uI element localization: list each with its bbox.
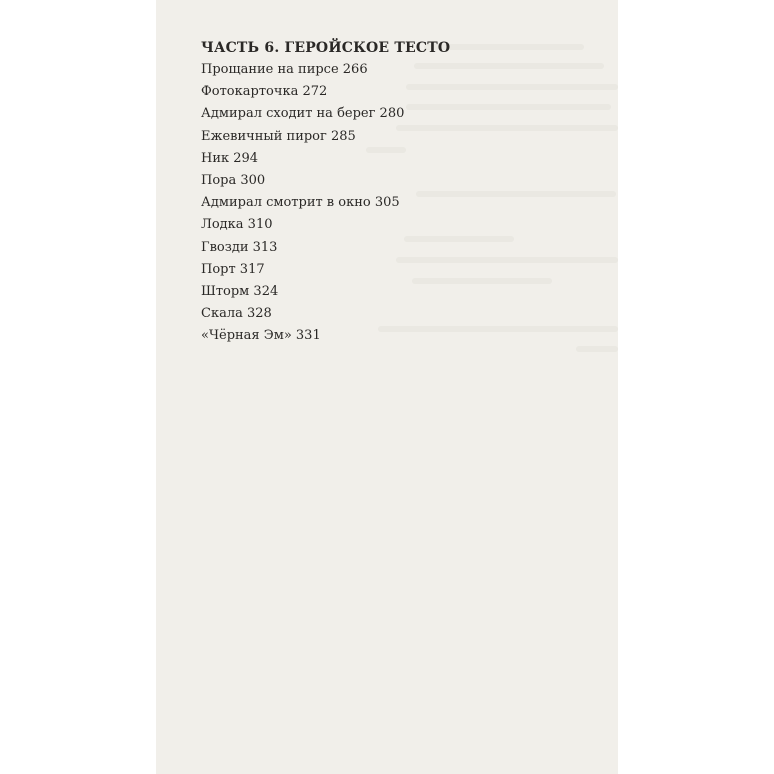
toc-entry: Шторм 324	[201, 284, 279, 300]
toc-entry: Гвозди 313	[201, 239, 278, 255]
toc-list	[201, 59, 450, 348]
show-through-line	[576, 346, 618, 352]
toc-entry: Ежевичный пирог 285	[201, 128, 356, 144]
toc-entry: Пора 300	[201, 173, 266, 189]
toc-entry: Фотокарточка 272	[201, 84, 328, 100]
section-heading: ЧАСТЬ 6. ГЕРОЙСКОЕ ТЕСТО	[201, 40, 451, 56]
toc-entry: «Чёрная Эм» 331	[201, 328, 321, 344]
table-of-contents	[201, 37, 450, 348]
toc-entry: Адмирал сходит на берег 280	[201, 106, 405, 122]
toc-entry: Ник 294	[201, 150, 259, 166]
book-page	[156, 0, 618, 774]
toc-entry: Лодка 310	[201, 217, 273, 233]
toc-entry: Прощание на пирсе 266	[201, 62, 368, 77]
toc-entry: Скала 328	[201, 306, 272, 322]
toc-entry: Порт 317	[201, 261, 265, 277]
toc-entry: Адмирал смотрит в окно 305	[201, 195, 400, 211]
